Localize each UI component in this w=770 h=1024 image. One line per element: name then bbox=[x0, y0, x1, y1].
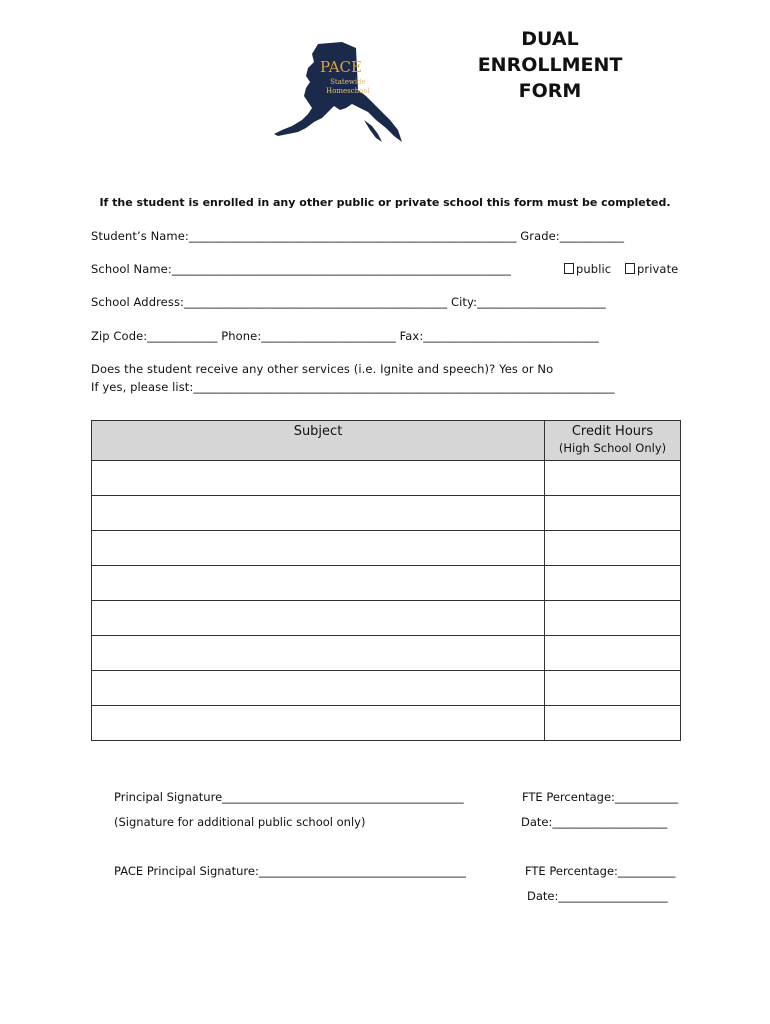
credit-hours-cell[interactable] bbox=[545, 496, 681, 531]
student-name-field[interactable]: Student’s Name:________________________________________________________ Grade:___________ bbox=[91, 229, 625, 243]
pace-fte-field[interactable]: FTE Percentage:__________ bbox=[525, 864, 676, 878]
school-name-field[interactable]: School Name:__________________________________________________________ bbox=[91, 262, 512, 276]
credit-hours-cell[interactable] bbox=[545, 671, 681, 706]
credit-hours-label: Credit Hours bbox=[571, 424, 654, 439]
credit-hours-header bbox=[545, 421, 681, 461]
credit-hours-sublabel: (High School Only) bbox=[558, 441, 667, 455]
credit-hours-cell[interactable] bbox=[545, 461, 681, 496]
private-option[interactable] bbox=[625, 262, 678, 276]
pace-date-field[interactable]: Date:___________________ bbox=[527, 889, 668, 903]
logo-text-pace: PACE bbox=[320, 58, 362, 76]
table-row bbox=[92, 601, 681, 636]
credit-hours-cell[interactable] bbox=[545, 566, 681, 601]
table-row bbox=[92, 461, 681, 496]
credit-hours-cell[interactable] bbox=[545, 531, 681, 566]
table-row bbox=[92, 496, 681, 531]
subject-cell[interactable] bbox=[92, 601, 545, 636]
credit-hours-cell[interactable] bbox=[545, 601, 681, 636]
credit-hours-cell[interactable] bbox=[545, 706, 681, 741]
principal-fte-field[interactable]: FTE Percentage:___________ bbox=[522, 790, 679, 804]
table-row bbox=[92, 671, 681, 706]
pace-principal-signature-field[interactable]: PACE Principal Signature:____________________________________ bbox=[114, 864, 466, 878]
principal-signature-note: (Signature for additional public school only) bbox=[114, 815, 366, 829]
zip-phone-fax-field[interactable]: Zip Code:____________ Phone:_______________________ Fax:______________________________ bbox=[91, 329, 599, 343]
private-checkbox[interactable] bbox=[625, 263, 635, 274]
title-line-3: FORM bbox=[518, 80, 582, 102]
subjects-table-body bbox=[92, 461, 681, 741]
public-checkbox[interactable] bbox=[564, 263, 574, 274]
subject-cell[interactable] bbox=[92, 531, 545, 566]
title-line-2: ENROLLMENT bbox=[477, 54, 623, 76]
instruction-text: If the student is enrolled in any other public or private school this form must be completed. bbox=[99, 196, 671, 209]
subject-cell[interactable] bbox=[92, 671, 545, 706]
private-label: private bbox=[637, 262, 679, 276]
subject-cell[interactable] bbox=[92, 706, 545, 741]
subjects-table bbox=[91, 420, 681, 741]
subject-cell[interactable] bbox=[92, 566, 545, 601]
subject-cell[interactable] bbox=[92, 636, 545, 671]
table-row bbox=[92, 706, 681, 741]
school-address-field[interactable]: School Address:_____________________________________________ City:______________________ bbox=[91, 295, 606, 309]
table-row bbox=[92, 531, 681, 566]
form-title bbox=[470, 26, 630, 104]
credit-hours-cell[interactable] bbox=[545, 636, 681, 671]
services-list-field[interactable]: If yes, please list:________________________________________________________________________ bbox=[91, 380, 615, 394]
principal-signature-field[interactable]: Principal Signature__________________________________________ bbox=[114, 790, 464, 804]
public-label: public bbox=[576, 262, 612, 276]
table-header-row bbox=[92, 421, 681, 461]
services-question: Does the student receive any other services (i.e. Ignite and speech)? Yes or No bbox=[91, 362, 554, 376]
table-row bbox=[92, 566, 681, 601]
logo-text-statewide: Statewide Homeschool bbox=[326, 78, 370, 95]
subject-header: Subject bbox=[92, 421, 545, 461]
title-line-1: DUAL bbox=[521, 28, 579, 50]
principal-date-field[interactable]: Date:____________________ bbox=[521, 815, 668, 829]
subject-cell[interactable] bbox=[92, 496, 545, 531]
table-row bbox=[92, 636, 681, 671]
subject-cell[interactable] bbox=[92, 461, 545, 496]
public-option[interactable] bbox=[564, 262, 611, 276]
